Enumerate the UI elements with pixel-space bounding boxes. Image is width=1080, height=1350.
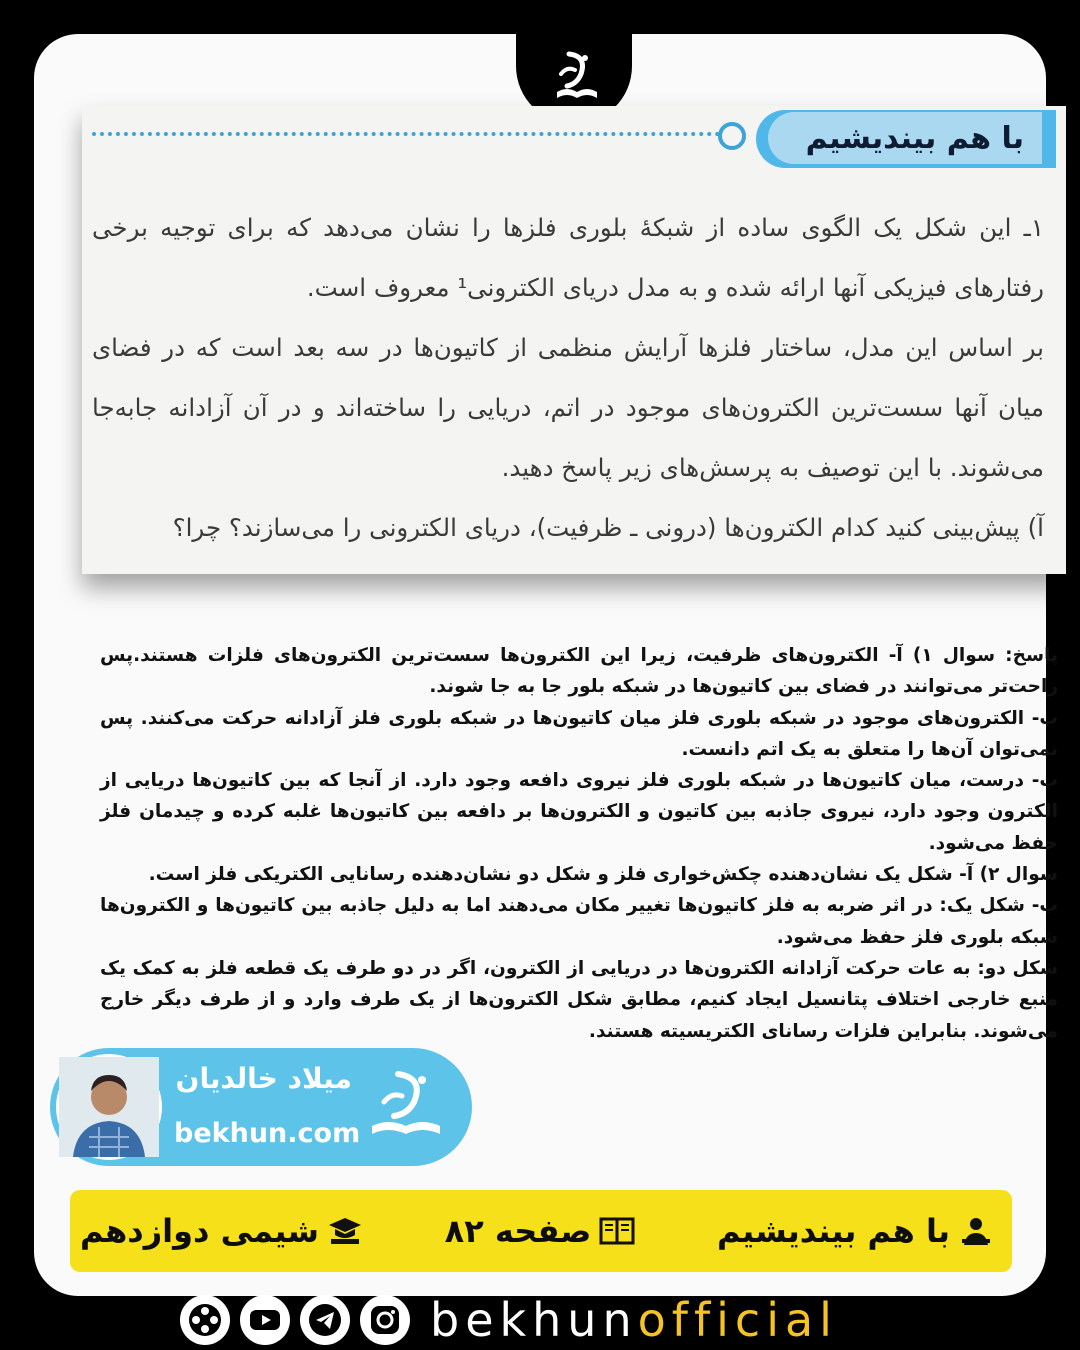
answer-line: ب- الکترون‌های موجود در شبکه بلوری فلز میان کاتیون‌ها در شبکه بلوری فلز آزادانه حرکت می‌کنند. پس نمی‌توان آن‌ها را متعلق به یک اتم دانست. — [100, 707, 1058, 760]
footer-info-bar — [70, 1190, 1012, 1272]
footer-page — [445, 1212, 636, 1250]
answer-line: ب- شکل یک: در اثر ضربه به فلز کاتیون‌ها تغییر مکان می‌دهند اما به دلیل جاذبه بین کاتیون‌ها و الکترون‌ها شبکه بلوری فلز حفظ می‌شود. — [100, 895, 1058, 948]
footer-subject-label: شیمی دوازدهم — [80, 1212, 319, 1250]
section-title-banner — [756, 110, 1056, 168]
answer-line: سوال ۲) آ- شکل یک نشان‌دهنده چکش‌خواری فلز و شکل دو نشان‌دهنده رسانایی الکتریکی فلز است. — [148, 864, 1058, 886]
instagram-icon[interactable] — [360, 1295, 410, 1345]
social-bar — [180, 1294, 838, 1346]
content-card — [34, 34, 1059, 1296]
person-avatar-icon — [59, 1057, 159, 1157]
answer-line: پ- درست، میان کاتیون‌ها در شبکه بلوری فلز نیروی دافعه وجود دارد. از آنجا که بین کاتیون‌ها دریایی از الکترون وجود دارد، نیروی جاذبه بین کاتیون و الکترون‌ها بر دافعه بین کاتیون‌ها غلبه کرده و چیدمان فلز حفظ می‌شود. — [100, 770, 1058, 854]
book-icon — [599, 1213, 635, 1249]
brand-accent: official — [637, 1293, 838, 1347]
bekhun-logo-icon — [358, 1060, 454, 1156]
author-badge[interactable] — [50, 1048, 472, 1166]
scan-paragraph: آ) پیش‌بینی کنید کدام الکترون‌ها (درونی ـ ظرفیت)، دریای الکترونی را می‌سازند؟ چرا؟ — [172, 513, 1044, 542]
divider-ring-icon — [718, 122, 746, 150]
footer-topic — [717, 1212, 994, 1250]
footer-page-label: صفحه ۸۲ — [444, 1212, 592, 1250]
answer-line: شکل دو: به عات حرکت آزادانه الکترون‌ها در دریایی از الکترون، اگر در دو طرف یک قطعه فلز به کمک یک منبع خارجی اختلاف پتانسیل ایجاد کنیم، مطابق شکل الکترون‌ها از یک طرف وارد و از طرف دیگر خارج می‌شوند. بنابراین فلزات رسانای الکتریسیته هستند. — [100, 957, 1058, 1042]
bekhun-logo-icon — [539, 44, 609, 114]
telegram-icon[interactable] — [300, 1295, 350, 1345]
author-website[interactable]: bekhun.com — [174, 1118, 361, 1149]
scan-paragraph: بر اساس این مدل، ساختار فلزها آرایش منظمی از کاتیون‌ها در سه بعد است که در فضای میان آنها سست‌ترین الکترون‌های موجود در اتم، دریایی را ساخته‌اند و در آن آزادانه جابه‌جا می‌شوند. با این توصیف به پرسش‌های زیر پاسخ دهید. — [92, 333, 1044, 482]
scan-paragraph: ۱ـ این شکل یک الگوی ساده از شبکهٔ بلوری فلزها را نشان می‌دهد که برای توجیه برخی رفتارهای فیزیکی آنها ارائه شده و به مدل دریای الکترونی¹ معروف است. — [92, 213, 1044, 302]
reel-icon[interactable] — [180, 1295, 230, 1345]
textbook-scan — [82, 106, 1066, 574]
graduation-cap-icon — [327, 1213, 363, 1249]
footer-subject — [80, 1212, 363, 1250]
section-title: با هم بیندیشیم — [805, 120, 1024, 156]
answer-line: پاسخ: سوال ۱) آ- الکترون‌های ظرفیت، زیرا این الکترون‌ها سست‌ترین الکترون‌های فلزات هستند.پس راحت‌تر می‌توانند در فضای بین کاتیون‌ها در شبکه بلور جا به جا شوند. — [100, 645, 1059, 698]
author-name: میلاد خالدیان — [175, 1062, 352, 1095]
footer-topic-label: با هم بیندیشیم — [717, 1212, 950, 1250]
avatar — [56, 1054, 162, 1160]
answer-text — [100, 640, 1058, 1047]
youtube-icon[interactable] — [240, 1295, 290, 1345]
teacher-icon — [958, 1213, 994, 1249]
brand-wordmark — [430, 1294, 838, 1346]
scan-body — [92, 198, 1044, 558]
brand-main: bekhun — [430, 1293, 638, 1347]
dotted-divider — [92, 132, 720, 136]
